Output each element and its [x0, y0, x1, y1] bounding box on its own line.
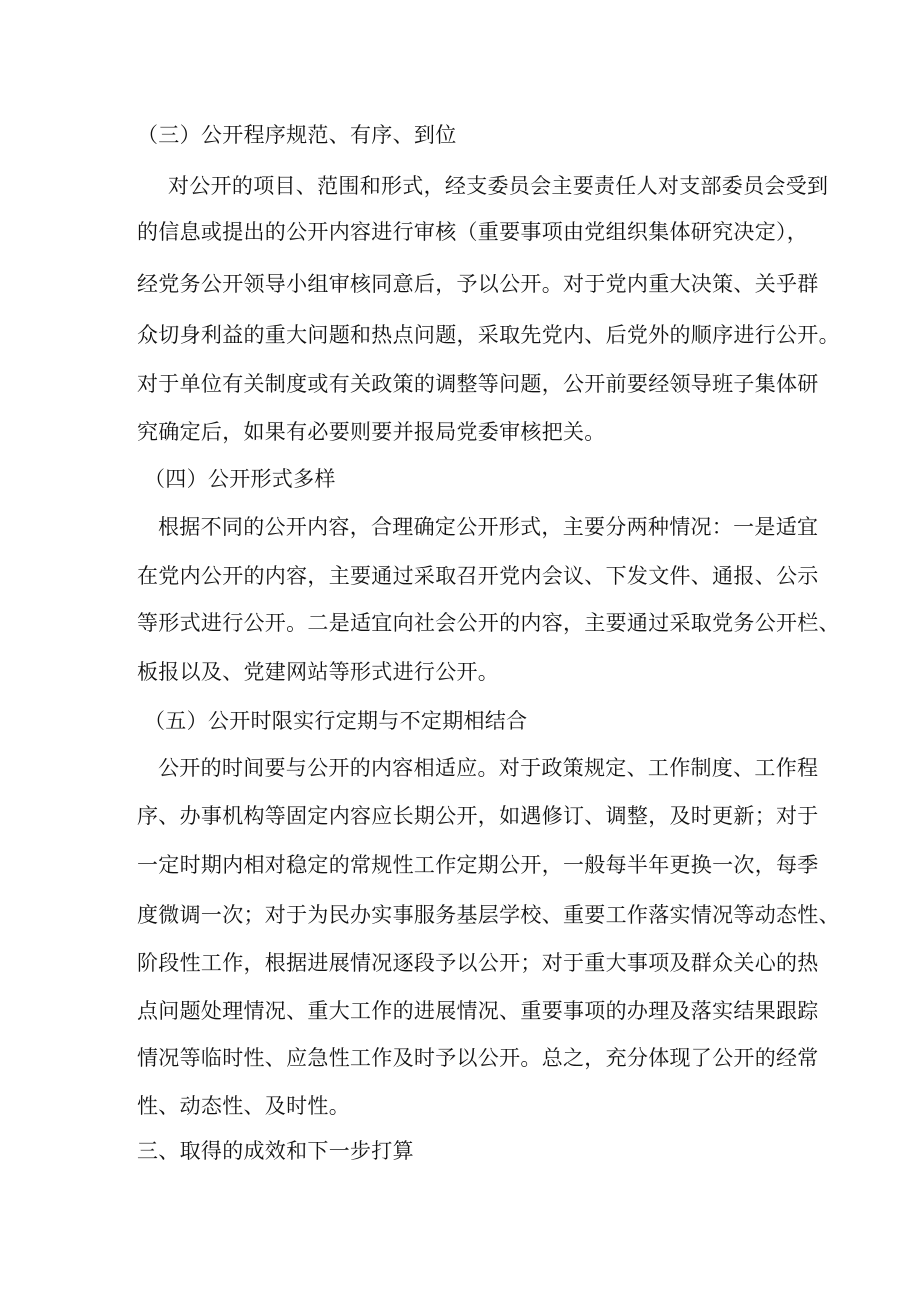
para-5-line-3: 一定时期内相对稳定的常规性工作定期公开，一般每半年更换一次，每季	[137, 853, 819, 877]
para-3-line-3: 经党务公开领导小组审核同意后，予以公开。对于党内重大决策、关乎群	[137, 272, 819, 296]
heading-4: （四）公开形式多样	[144, 467, 336, 491]
para-5-line-2: 序、办事机构等固定内容应长期公开，如遇修订、调整，及时更新；对于	[137, 804, 819, 828]
para-5-line-6: 点问题处理情况、重大工作的进展情况、重要事项的办理及落实结果跟踪	[137, 999, 819, 1023]
para-5-line-1: 公开的时间要与公开的内容相适应。对于政策规定、工作制度、工作程	[158, 756, 819, 780]
para-3-line-5: 对于单位有关制度或有关政策的调整等问题，公开前要经领导班子集体研	[137, 372, 819, 396]
para-3-line-2: 的信息或提出的公开内容进行审核（重要事项由党组织集体研究决定），	[137, 220, 809, 244]
para-3-line-6: 究确定后，如果有必要则要并报局党委审核把关。	[137, 420, 606, 444]
section-heading: 三、取得的成效和下一步打算	[137, 1139, 414, 1163]
para-3-line-1: 对公开的项目、范围和形式，经支委员会主要责任人对支部委员会受到	[168, 174, 829, 198]
heading-5: （五）公开时限实行定期与不定期相结合	[144, 709, 528, 733]
para-5-line-7: 情况等临时性、应急性工作及时予以公开。总之，充分体现了公开的经常	[137, 1046, 819, 1070]
para-3-line-4: 众切身利益的重大问题和热点问题，采取先党内、后党外的顺序进行公开。	[137, 323, 840, 347]
para-4-line-2: 在党内公开的内容，主要通过采取召开党内会议、下发文件、通报、公示	[137, 564, 819, 588]
para-5-line-8: 性、动态性、及时性。	[137, 1094, 350, 1118]
para-5-line-4: 度微调一次；对于为民办实事服务基层学校、重要工作落实情况等动态性、	[137, 903, 840, 927]
para-5-line-5: 阶段性工作，根据进展情况逐段予以公开；对于重大事项及群众关心的热	[137, 951, 819, 975]
para-4-line-4: 板报以及、党建网站等形式进行公开。	[137, 660, 500, 684]
para-4-line-3: 等形式进行公开。二是适宜向社会公开的内容，主要通过采取党务公开栏、	[137, 611, 840, 635]
para-4-line-1: 根据不同的公开内容，合理确定公开形式，主要分两种情况：一是适宜	[158, 515, 819, 539]
heading-3: （三）公开程序规范、有序、到位	[137, 123, 457, 147]
